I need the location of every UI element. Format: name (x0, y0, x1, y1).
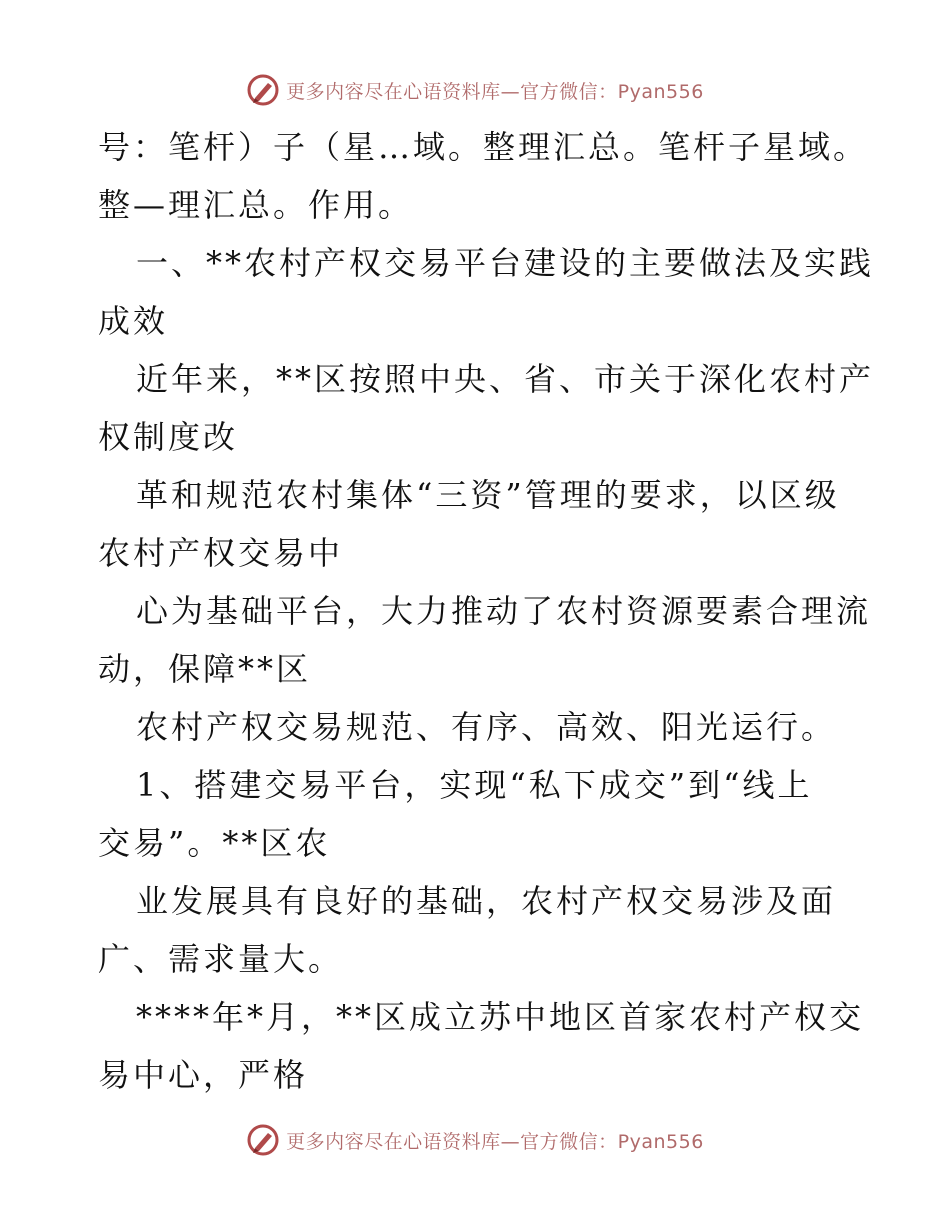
text-line: 近年来，**区按照中央、省、市关于深化农村产 (136, 360, 875, 398)
text-line: 革和规范农村集体“三资”管理的要求，以区级 (136, 476, 840, 514)
text-line: ****年*月，**区成立苏中地区首家农村产权交 (136, 998, 865, 1036)
document-body (98, 118, 875, 1104)
text-line: 交易”。**区农 (98, 824, 331, 862)
footer-banner-text: 更多内容尽在心语资料库—官方微信：Pyan556 (286, 1130, 704, 1153)
text-line: 权制度改 (98, 418, 239, 456)
text-line: 广、需求量大。 (98, 940, 344, 978)
header-banner (0, 70, 950, 110)
pen-circle-logo-icon (246, 73, 280, 107)
text-line: 成效 (98, 302, 169, 340)
header-banner-text: 更多内容尽在心语资料库—官方微信：Pyan556 (286, 80, 704, 103)
text-line: 一、**农村产权交易平台建设的主要做法及实践 (136, 244, 875, 282)
pen-circle-logo-icon (246, 1123, 280, 1157)
text-line: 易中心，严格 (98, 1056, 309, 1094)
text-line: 农村产权交易规范、有序、高效、阳光运行。 (136, 708, 837, 746)
text-line: 整—理汇总。作用。 (98, 186, 414, 224)
text-line: 农村产权交易中 (98, 534, 344, 572)
text-line: 号：笔杆）子（星…域。整理汇总。笔杆子星域。 (98, 128, 869, 166)
text-line: 业发展具有良好的基础，农村产权交易涉及面 (136, 882, 837, 920)
footer-banner (0, 1120, 950, 1160)
text-line: 动，保障**区 (98, 650, 312, 688)
text-line: 心为基础平台，大力推动了农村资源要素合理流 (136, 592, 872, 630)
text-line: 1、搭建交易平台，实现“私下成交”到“线上 (136, 766, 813, 804)
